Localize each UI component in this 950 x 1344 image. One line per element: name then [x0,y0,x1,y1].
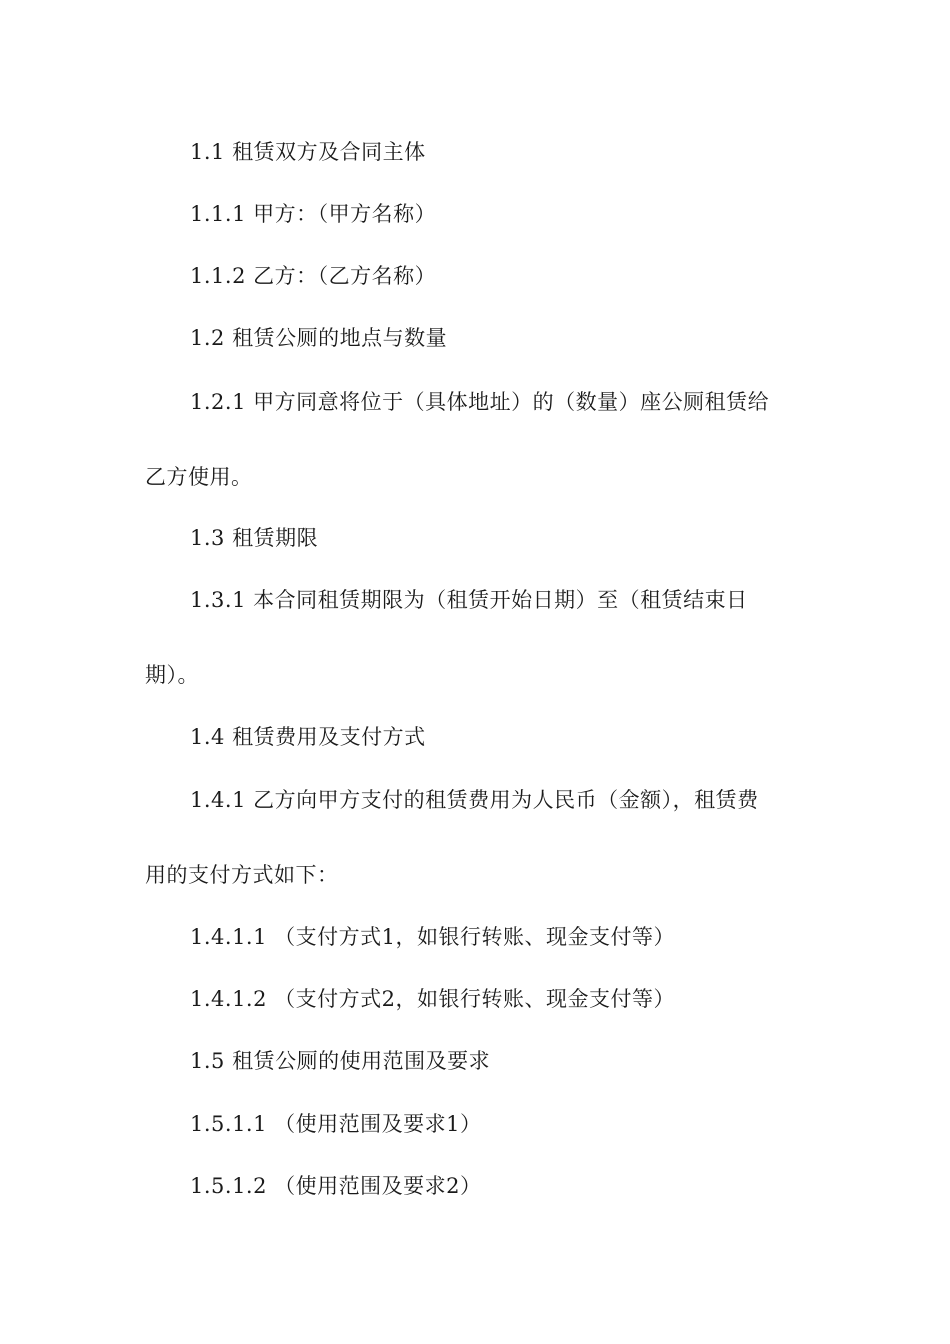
section-heading-1-4: 1.4 租赁费用及支付方式 [190,725,426,749]
section-heading-1-3: 1.3 租赁期限 [190,526,319,550]
section-heading-1-2: 1.2 租赁公厕的地点与数量 [190,326,448,350]
section-heading-1-1: 1.1 租赁双方及合同主体 [190,140,426,164]
clause-1-1-1: 1.1.1 甲方：（甲方名称） [190,202,437,226]
clause-1-4-1: 1.4.1 乙方向甲方支付的租赁费用为人民币（金额），租赁费 [190,788,759,812]
clause-1-2-1: 1.2.1 甲方同意将位于（具体地址）的（数量）座公厕租赁给 [190,390,770,414]
clause-1-5-1-1: 1.5.1.1 （使用范围及要求1） [190,1112,482,1136]
clause-1-3-1: 1.3.1 本合同租赁期限为（租赁开始日期）至（租赁结束日 [190,588,748,612]
clause-1-4-1-2: 1.4.1.2 （支付方式2，如银行转账、现金支付等） [190,987,676,1011]
section-heading-1-5: 1.5 租赁公厕的使用范围及要求 [190,1049,491,1073]
clause-1-1-2: 1.1.2 乙方：（乙方名称） [190,264,437,288]
clause-1-3-1-continued: 期）。 [145,663,199,687]
clause-1-4-1-1: 1.4.1.1 （支付方式1，如银行转账、现金支付等） [190,925,676,949]
clause-1-4-1-continued: 用的支付方式如下： [145,863,339,887]
clause-1-5-1-2: 1.5.1.2 （使用范围及要求2） [190,1174,482,1198]
clause-1-2-1-continued: 乙方使用。 [145,465,253,489]
